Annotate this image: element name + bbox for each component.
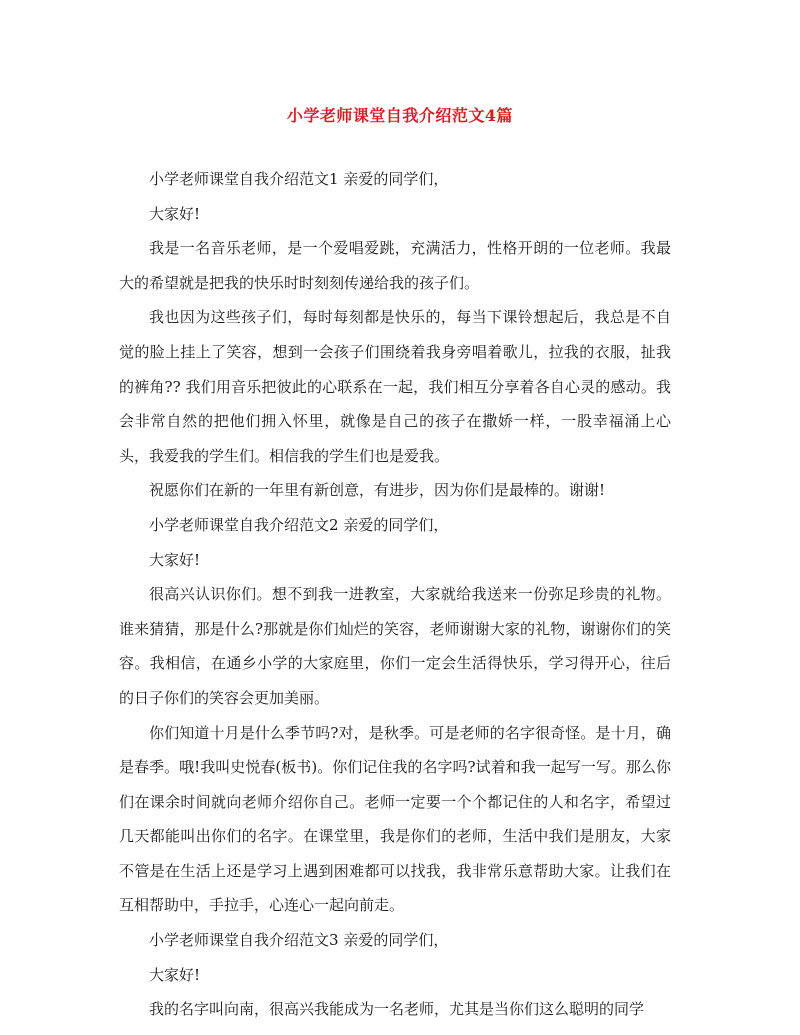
paragraph: 很高兴认识你们。想不到我一进教室，大家就给我送来一份弥足珍贵的礼物。谁来猜猜，那是什么?那就是你们灿烂的笑容，老师谢谢大家的礼物，谢谢你们的笑容。我相信，在通乡小学的大家庭里，你们一定会生活得快乐，学习得开心，往后的日子你们的笑容会更加美丽。 [119, 585, 671, 707]
paragraph: 我的名字叫向南，很高兴我能成为一名老师，尤其是当你们这么聪明的同学 [149, 1000, 645, 1019]
paragraph: 小学老师课堂自我介绍范文3 亲爱的同学们， [149, 931, 449, 950]
paragraph: 大家好! [149, 965, 201, 984]
paragraph: 小学老师课堂自我介绍范文1 亲爱的同学们， [149, 170, 449, 188]
paragraph: 大家好! [149, 550, 201, 569]
document-title: 小学老师课堂自我介绍范文4篇 [286, 106, 514, 125]
paragraph: 你们知道十月是什么季节吗?对，是秋季。可是老师的名字很奇怪。是十月，确是春季。哦!我叫史悦春(板书)。你们记住我的名字吗?试着和我一起写一写。那么你们在课余时间就向老师介绍你自己。老师一定要一个个都记住的人和名字，希望过几天都能叫出你们的名字。在课堂里，我是你们的老师，生活中我们是朋友，大家不管是在生活上还是学习上遇到困难都可以找我，我非常乐意帮助大家。让我们在互相帮助中，手拉手，心连心一起向前走。 [119, 723, 671, 915]
paragraph: 祝愿你们在新的一年里有新创意，有进步，因为你们是最棒的。谢谢! [149, 481, 606, 500]
paragraph: 小学老师课堂自我介绍范文2 亲爱的同学们， [149, 515, 449, 534]
paragraph: 我也因为这些孩子们，每时每刻都是快乐的，每当下课铃想起后，我总是不自觉的脸上挂上了笑容，想到一会孩子们围绕着我身旁唱着歌儿，拉我的衣服，扯我的裤角?? 我们用音乐把彼此的心联系在一起，我们相互分享着各自心灵的感动。我会非常自然的把他们拥入怀里，就像是自己的孩子在撒娇一样，一股幸福涌上心头，我爱我的学生们。相信我的学生们也是爱我。 [119, 308, 671, 465]
paragraph: 大家好! [149, 204, 201, 223]
paragraph: 我是一名音乐老师，是一个爱唱爱跳，充满活力，性格开朗的一位老师。我最大的希望就是把我的快乐时时刻刻传递给我的孩子们。 [119, 239, 671, 292]
document-body [119, 162, 671, 1027]
